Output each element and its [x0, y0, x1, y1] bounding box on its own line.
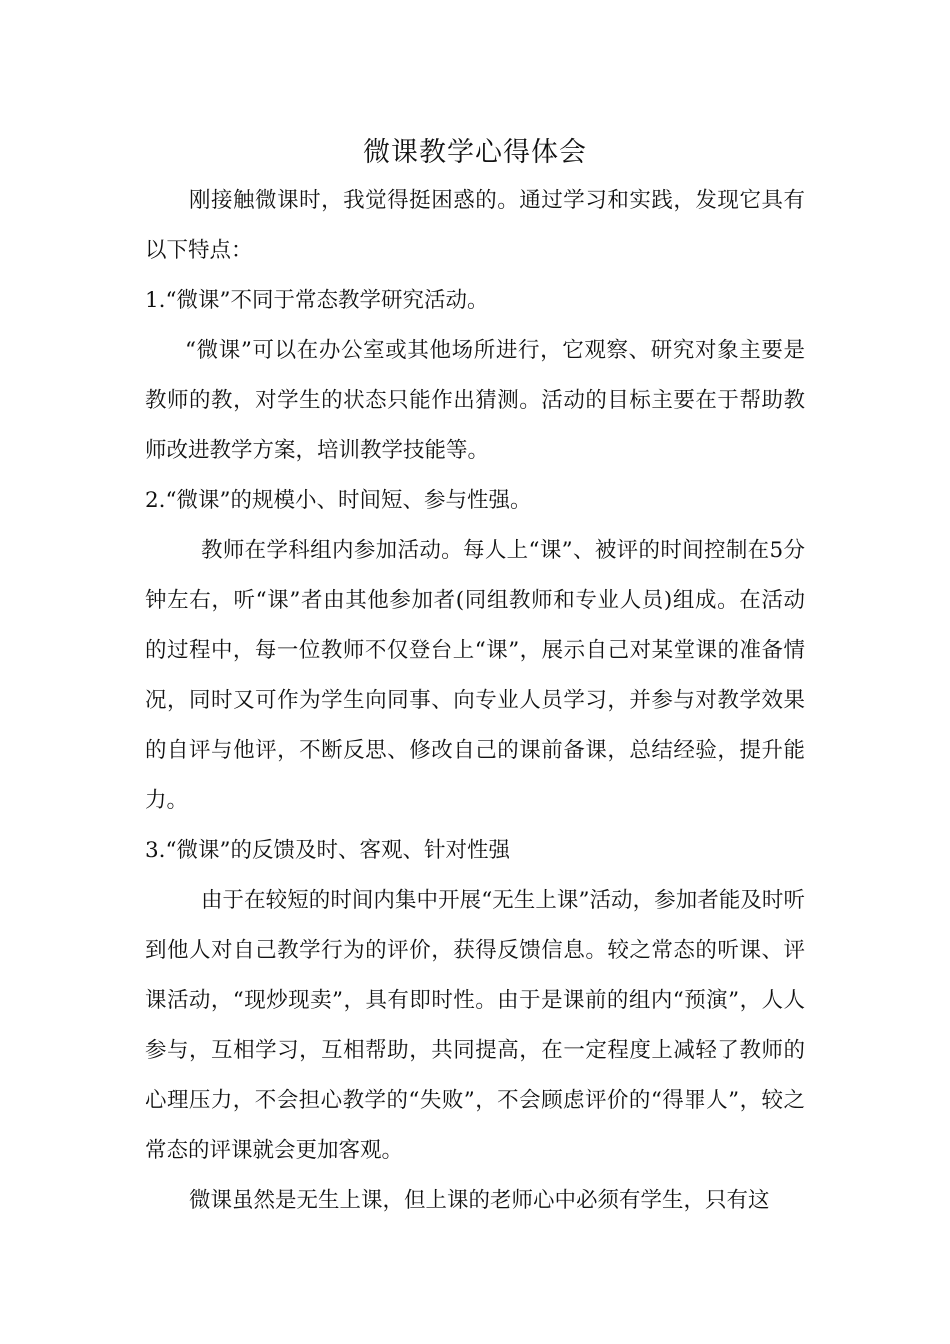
document-body — [145, 176, 805, 1226]
document-title: 微课教学心得体会 — [363, 137, 587, 168]
section-3-paragraph: 由于在较短的时间内集中开展“无生上课”活动，参加者能及时听到他人对自己教学行为的评价，获得反馈信息。较之常态的听课、评课活动，“现炒现卖”，具有即时性。由于是课前的组内“预演”，人人参与，互相学习，互相帮助，共同提高，在一定程度上减轻了教师的心理压力，不会担心教学的“失败”，不会顾虑评价的“得罪人”，较之常态的评课就会更加客观。 — [145, 888, 805, 1163]
section-1-heading: 1.“微课”不同于常态教学研究活动。 — [145, 288, 489, 313]
intro-paragraph: 刚接触微课时，我觉得挺困惑的。通过学习和实践，发现它具有以下特点： — [145, 188, 805, 263]
section-2-paragraph: 教师在学科组内参加活动。每人上“课”、被评的时间控制在5分钟左右，听“课”者由其他参加者(同组教师和专业人员)组成。在活动的过程中，每一位教师不仅登台上“课”，展示自己对某堂课的准备情况，同时又可作为学生向同事、向专业人员学习，并参与对教学效果的自评与他评，不断反思、修改自己的课前备课，总结经验，提升能力。 — [145, 538, 805, 813]
closing-paragraph: 微课虽然是无生上课，但上课的老师心中必须有学生，只有这 — [189, 1188, 770, 1213]
section-1-paragraph: “微课”可以在办公室或其他场所进行，它观察、研究对象主要是教师的教，对学生的状态只能作出猜测。活动的目标主要在于帮助教师改进教学方案，培训教学技能等。 — [145, 338, 805, 463]
section-3-heading: 3.“微课”的反馈及时、客观、针对性强 — [145, 838, 510, 863]
section-2-heading: 2.“微课”的规模小、时间短、参与性强。 — [145, 488, 532, 513]
